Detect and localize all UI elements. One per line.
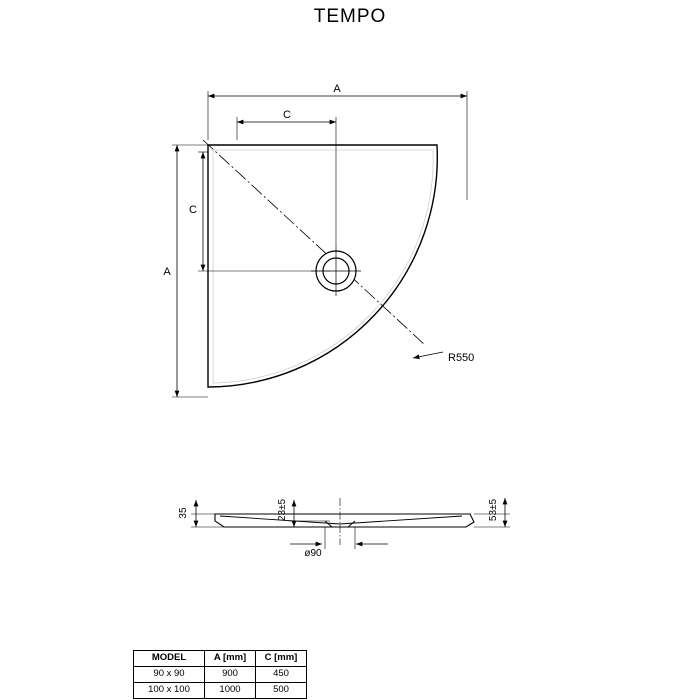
table-cell-c: 500: [256, 682, 307, 698]
section-outline: [215, 514, 474, 527]
label-dim-c-left: C: [189, 204, 197, 216]
table-cell-c: 450: [256, 666, 307, 682]
spec-table: [133, 650, 307, 699]
label-drain-diameter: ø90: [304, 548, 322, 559]
table-cell-a: 1000: [205, 682, 256, 698]
section-view: [191, 498, 510, 549]
table-row: [134, 682, 307, 698]
page-title: TEMPO: [313, 6, 387, 27]
table-cell-model: 90 x 90: [134, 666, 205, 682]
label-height-left: 35: [178, 507, 189, 519]
table-cell-model: 100 x 100: [134, 682, 205, 698]
table-header-row: [134, 651, 307, 667]
table-header-model: MODEL: [134, 651, 205, 667]
radius-leader-line: [413, 352, 443, 358]
label-dim-a-left: A: [163, 266, 171, 278]
label-dim-a-top: A: [333, 83, 341, 95]
label-height-center: 23±5: [277, 498, 288, 522]
table-header-a: A [mm]: [205, 651, 256, 667]
table-header-c: C [mm]: [256, 651, 307, 667]
table-row: [134, 666, 307, 682]
table-cell-a: 900: [205, 666, 256, 682]
label-dim-c-top: C: [283, 109, 291, 121]
label-radius: R550: [448, 352, 475, 364]
label-height-right: 53±5: [488, 498, 499, 522]
plan-view: [172, 91, 467, 397]
